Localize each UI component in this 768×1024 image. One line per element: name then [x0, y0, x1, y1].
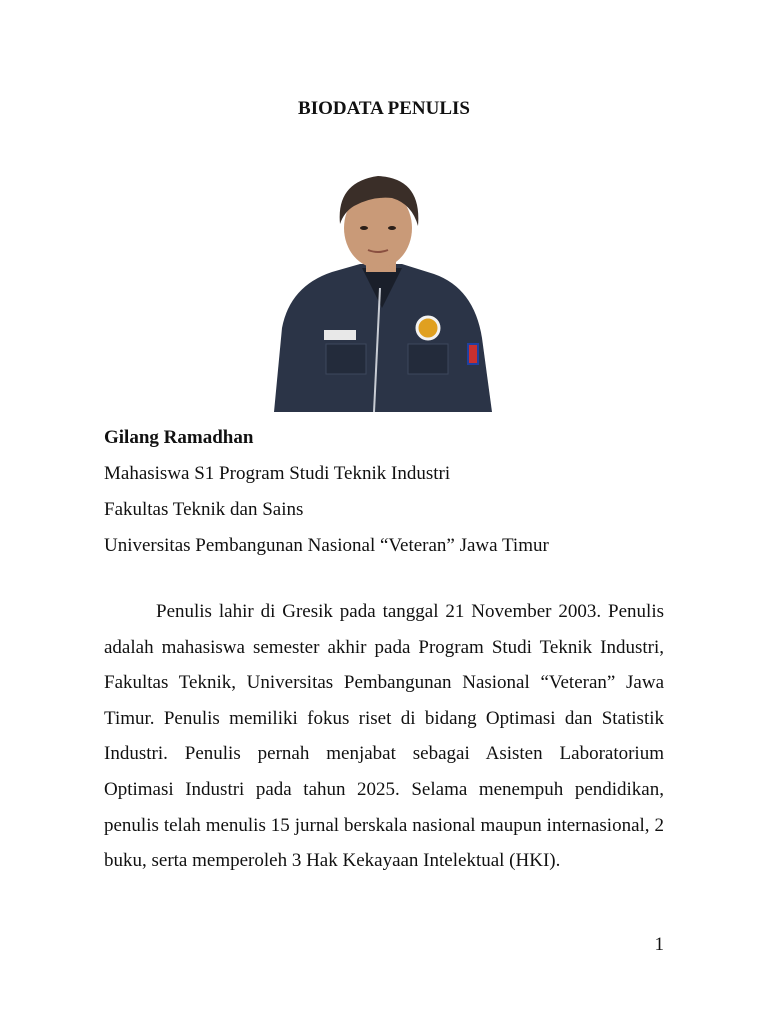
author-program: Mahasiswa S1 Program Studi Teknik Industri	[104, 463, 451, 484]
right-eye	[388, 226, 396, 230]
author-university: Universitas Pembangunan Nasional “Veteran” Jawa Timur	[104, 535, 549, 556]
right-pocket	[408, 344, 448, 374]
gear-logo	[417, 317, 439, 339]
page-number: 1	[654, 934, 664, 955]
shoulder-patch	[468, 344, 478, 364]
left-pocket	[326, 344, 366, 374]
author-faculty: Fakultas Teknik dan Sains	[104, 499, 304, 520]
name-tag	[324, 330, 356, 340]
author-identity	[104, 420, 664, 564]
author-name: Gilang Ramadhan	[104, 427, 254, 448]
author-photo	[262, 168, 502, 412]
left-eye	[360, 226, 368, 230]
page-title: BIODATA PENULIS	[298, 98, 470, 119]
bio-paragraph: Penulis lahir di Gresik pada tanggal 21 November 2003. Penulis adalah mahasiswa semester akhir pada Program Studi Teknik Industri, Fakultas Teknik, Universitas Pembangunan Nasional “Veteran” Jawa Timur. Penulis memiliki fokus riset di bidang Optimasi dan Statistik Industri. Penulis pernah menjabat sebagai Asisten Laboratorium Optimasi Industri pada tahun 2025. Selama menempuh pendidikan, penulis telah menulis 15 jurnal berskala nasional maupun internasional, 2 buku, serta memperoleh 3 Hak Kekayaan Intelektual (HKI).	[104, 601, 664, 872]
